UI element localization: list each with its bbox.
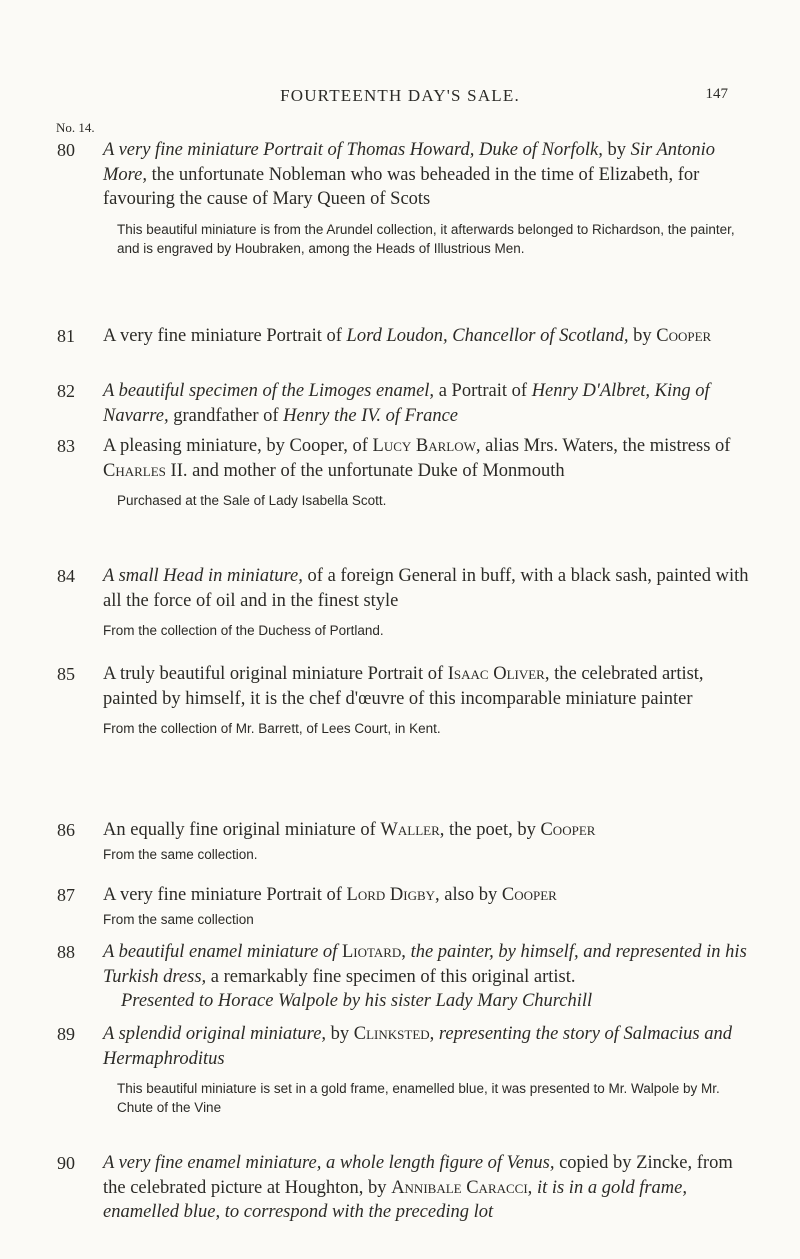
lot-body (103, 434, 755, 510)
lot-description: A splendid original miniature, by Clinksted, representing the story of Salmacius and Hermaphroditus (103, 1024, 732, 1069)
lot-body (103, 662, 755, 738)
lot-note: From the same collection. (103, 846, 258, 862)
lot-body (103, 379, 755, 428)
lot-description: A beautiful enamel miniature of Liotard, the painter, by himself, and represented in his Turkish dress, a remarkably fine specimen of this original artist. Presented to Horace Walpole by his sister Lady Mary Churchill (103, 942, 747, 1011)
lot-description: A very fine miniature Portrait of Lord Loudon, Chancellor of Scotland, by Cooper (103, 326, 712, 346)
lot-number: 83 (57, 436, 75, 456)
lot-description: A beautiful specimen of the Limoges enamel, a Portrait of Henry D'Albret, King of Navarre, grandfather of Henry the IV. of France (103, 381, 710, 426)
lot-note: Purchased at the Sale of Lady Isabella Scott. (117, 493, 387, 508)
lot-description: A small Head in miniature, of a foreign General in buff, with a black sash, painted with all the force of oil and in the finest style (103, 566, 749, 611)
lot-number: 85 (57, 664, 75, 684)
lot-description: A very fine miniature Portrait of Thomas Howard, Duke of Norfolk, by Sir Antonio More, the unfortunate Nobleman who was beheaded in the time of Elizabeth, for favouring the cause of Mary Queen of Scots (103, 140, 716, 209)
lot-note: This beautiful miniature is from the Arundel collection, it afterwards belonged to Richardson, the painter, and is engraved by Houbraken, among the Heads of Illustrious Men. (117, 221, 735, 256)
lot-number: 84 (57, 566, 75, 586)
lot-number: 82 (57, 381, 75, 401)
lot-body (103, 883, 755, 929)
sale-number: No. 14. (56, 120, 95, 135)
lot-description: An equally fine original miniature of Waller, the poet, by Cooper (103, 820, 596, 840)
lot-number: 88 (57, 942, 75, 962)
lot-description: A very fine miniature Portrait of Lord Digby, also by Cooper (103, 885, 557, 905)
lot-body (103, 1151, 755, 1225)
running-title: FOURTEENTH DAY'S SALE. (280, 86, 520, 105)
lot-note: From the same collection (103, 911, 254, 927)
lot-body (103, 940, 755, 1014)
lot-note: From the collection of the Duchess of Portland. (103, 623, 384, 638)
lot-number: 81 (57, 326, 75, 346)
lot-body (103, 818, 755, 864)
lot-body (103, 324, 755, 349)
lot-number: 89 (57, 1024, 75, 1044)
lot-description: A truly beautiful original miniature Portrait of Isaac Oliver, the celebrated artist, painted by himself, it is the chef d'œuvre of this incomparable miniature painter (103, 664, 704, 709)
lot-number: 90 (57, 1153, 75, 1173)
lot-number: 87 (57, 885, 75, 905)
page-header (0, 86, 800, 116)
lot-number: 80 (57, 140, 75, 160)
lot-body (103, 1022, 755, 1117)
lot-number: 86 (57, 820, 75, 840)
lot-body (103, 564, 755, 640)
lot-description: A very fine enamel miniature, a whole length figure of Venus, copied by Zincke, from the celebrated picture at Houghton, by Annibale Caracci, it is in a gold frame, enamelled blue, to correspond with the preceding lot (103, 1153, 733, 1222)
lot-description: A pleasing miniature, by Cooper, of Lucy Barlow, alias Mrs. Waters, the mistress of Charles II. and mother of the unfortunate Duke of Monmouth (103, 436, 731, 481)
lot-body (103, 138, 755, 258)
page-number: 147 (705, 86, 728, 102)
lot-note: From the collection of Mr. Barrett, of Lees Court, in Kent. (103, 721, 441, 736)
lot-note: This beautiful miniature is set in a gold frame, enamelled blue, it was presented to Mr. Walpole by Mr. Chute of the Vine (117, 1081, 720, 1115)
